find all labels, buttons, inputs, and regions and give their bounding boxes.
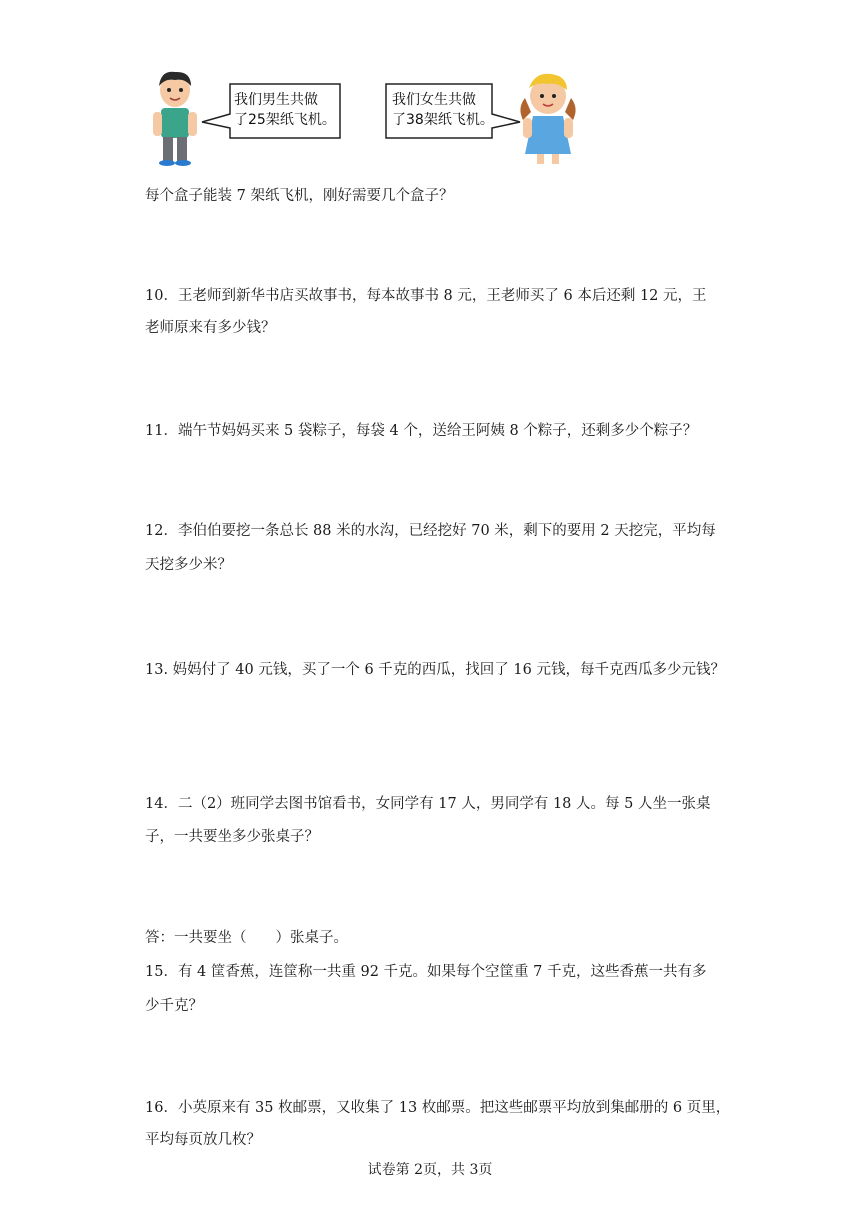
question-14-line-1: 14．二（2）班同学去图书馆看书，女同学有 17 人，男同学有 18 人。每 5 人坐一张桌 xyxy=(145,796,711,812)
question-16-line-1: 16．小英原来有 35 枚邮票，又收集了 13 枚邮票。把这些邮票平均放到集邮册的 6 页里， xyxy=(145,1100,731,1116)
question-16-line-2: 平均每页放几枚？ xyxy=(145,1132,261,1148)
question-12-line-1: 12．李伯伯要挖一条总长 88 米的水沟，已经挖好 70 米，剩下的要用 2 天挖完，平均每 xyxy=(145,523,716,539)
girl-illustration xyxy=(515,68,581,168)
question-9-text: 每个盒子能装 7 架纸飞机，刚好需要几个盒子？ xyxy=(145,188,454,204)
question-15-line-1: 15．有 4 筐香蕉，连筐称一共重 92 千克。如果每个空筐重 7 千克，这些香蕉一共有多 xyxy=(145,964,707,980)
girl-bubble-line-1: 我们女生共做 xyxy=(392,92,476,108)
question-14-answer: 答：一共要坐（ ）张桌子。 xyxy=(145,930,348,946)
question-10-line-2: 老师原来有多少钱？ xyxy=(145,320,276,336)
boy-illustration xyxy=(145,68,205,168)
question-12-line-2: 天挖多少米？ xyxy=(145,557,232,573)
page-footer: 试卷第 2页，共 3页 xyxy=(367,1162,493,1178)
question-10-line-1: 10．王老师到新华书店买故事书，每本故事书 8 元，王老师买了 6 本后还剩 12 元，王 xyxy=(145,288,707,304)
boy-bubble-line-2: 了25架纸飞机。 xyxy=(234,112,336,128)
question-11-line-1: 11．端午节妈妈买来 5 袋粽子，每袋 4 个，送给王阿姨 8 个粽子，还剩多少个粽子？ xyxy=(145,423,698,439)
boy-bubble-line-1: 我们男生共做 xyxy=(234,92,318,108)
question-15-line-2: 少千克？ xyxy=(145,998,203,1014)
question-14-line-2: 子，一共要坐多少张桌子？ xyxy=(145,829,319,845)
girl-bubble-line-2: 了38架纸飞机。 xyxy=(392,112,494,128)
question-13-line-1: 13. 妈妈付了 40 元钱，买了一个 6 千克的西瓜，找回了 16 元钱，每千克西瓜多少元钱？ xyxy=(145,662,725,678)
